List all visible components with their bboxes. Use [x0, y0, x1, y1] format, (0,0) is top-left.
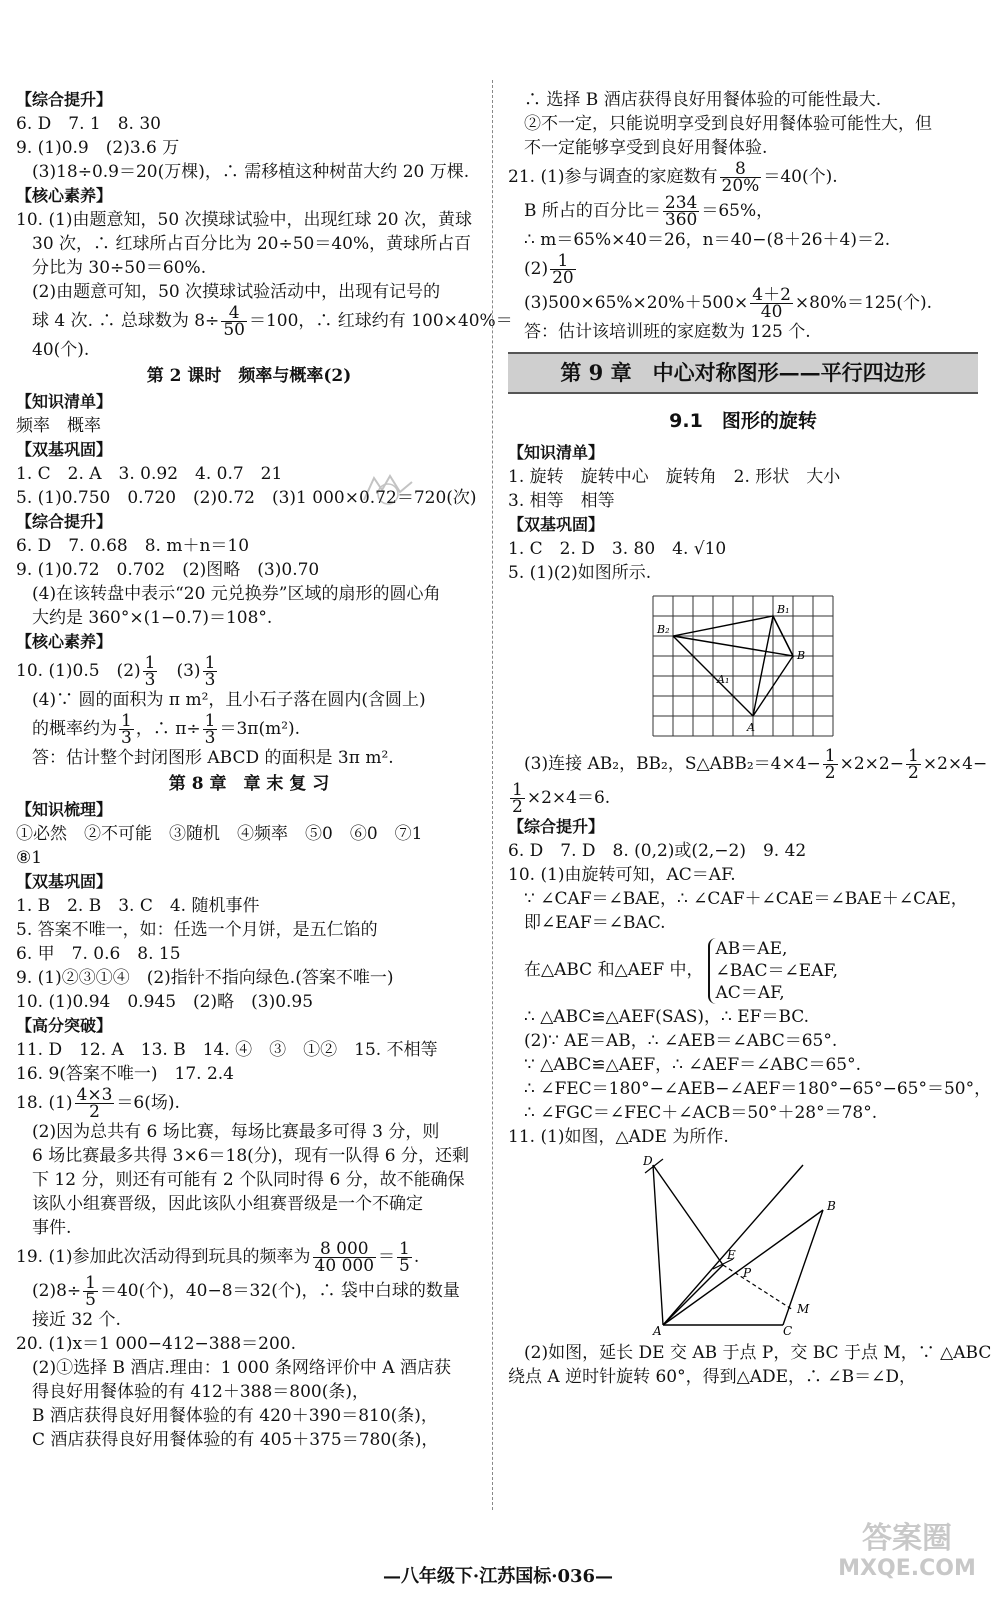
numerator: 1: [399, 1239, 410, 1259]
column-divider: [492, 80, 493, 1510]
answer-line: ∴ ∠FEC＝180°−∠AEB−∠AEF＝180°−65°−65°＝50°，: [524, 1079, 992, 1099]
numerator: 8: [720, 161, 762, 178]
answer-line: [16, 303, 513, 340]
text: .: [413, 1247, 420, 1267]
denominator: 5: [85, 1290, 96, 1310]
denominator: 20: [552, 268, 574, 288]
answer-line: ∴ 选择 B 酒店获得良好用餐体验的可能性最大.: [524, 90, 882, 110]
label-p: P: [743, 1266, 752, 1280]
answer-line: 16. 9(答案不唯一) 17. 2.4: [16, 1064, 234, 1084]
answer-line: [508, 194, 978, 228]
answer-line: ∴ △ABC≌△AEF(SAS)，∴ EF＝BC.: [524, 1007, 810, 1027]
numerator: 4×3: [76, 1085, 113, 1105]
answer-line: 5. (1)(2)如图所示.: [508, 563, 652, 583]
fraction: [203, 713, 218, 746]
fraction: [221, 305, 247, 338]
answer-line: 即∠EAF＝∠BAC.: [524, 913, 666, 933]
label-b1: B₁: [777, 603, 790, 616]
fraction: [143, 655, 158, 688]
answer-line: 6 场比赛最多共得 3×6＝18(分)，现有一队得 6 分，还剩: [32, 1146, 470, 1166]
numerator: 4＋2: [752, 285, 791, 305]
text: (3)500×65%×20%＋500×: [524, 293, 749, 313]
denominator: 3: [204, 728, 216, 748]
text: (3): [159, 661, 201, 681]
fraction: [550, 253, 576, 286]
watermark-logo: [832, 1521, 982, 1590]
section-title: 9.1 图形的旋转: [669, 410, 817, 432]
section-header: 【知识清单】: [508, 443, 605, 462]
text: (3)连接 AB₂，BB₂，S△ABB₂＝4×4−: [524, 754, 821, 774]
fraction: [906, 748, 921, 781]
label-e: E: [727, 1248, 736, 1262]
numerator: 1: [121, 711, 132, 731]
answer-line: (2)如图，延长 DE 交 AB 于点 P，交 BC 于点 M，∵ △ABC: [524, 1343, 992, 1363]
answer-line: 10. (1)由旋转可知，AC＝AF.: [508, 865, 736, 885]
fraction: [203, 655, 218, 688]
answer-line: (2)因为总共有 6 场比赛，每场比赛最多可得 3 分，则: [32, 1122, 440, 1142]
answer-line: 9. (1)0.72 0.702 (2)图略 (3)0.70: [16, 560, 320, 580]
label-c: C: [783, 1324, 793, 1335]
fraction: [119, 713, 134, 746]
grid-lines: [653, 596, 833, 736]
answer-line: 5. (1)0.750 0.720 (2)0.72 (3)1 000×0.72＝720(次): [16, 488, 477, 508]
fraction: [83, 1275, 98, 1308]
answer-line: 分比为 30÷50＝60%.: [32, 258, 207, 278]
answer-line: 事件.: [32, 1218, 72, 1238]
text: 的概率约为: [32, 719, 117, 739]
numerator: 1: [85, 1273, 96, 1293]
section-header: 【综合提升】: [508, 817, 605, 836]
answer-line: (2)∵ AE＝AB，∴ ∠AEB＝∠ABC＝65°.: [524, 1031, 838, 1051]
label-a1: A₁: [717, 673, 730, 686]
answer-line: [508, 746, 988, 783]
answer-line: [16, 1240, 482, 1274]
label-a: A: [653, 1324, 662, 1335]
chapter-banner: 第 9 章 中心对称图形——平行四边形: [508, 352, 978, 394]
answer-line: 大约是 360°×(1−0.7)＝108°.: [32, 608, 273, 628]
watermark-url: MXQE.COM: [838, 1556, 976, 1581]
text: 球 4 次. ∴ 总球数为 8÷: [32, 311, 220, 331]
text: ＝65%，: [701, 201, 774, 221]
watermark-text: 答案圈: [862, 1521, 952, 1556]
stamp-mark: [360, 470, 416, 510]
label-b: B: [827, 1199, 836, 1213]
denominator: 3: [144, 670, 156, 690]
answer-line: ∵ ∠CAF＝∠BAE，∴ ∠CAF＋∠CAE＝∠BAE＋∠CAE，: [524, 889, 968, 909]
answer-line: ∵ △ABC≌△AEF，∴ ∠AEF＝∠ABC＝65°.: [524, 1055, 862, 1075]
label-m: M: [797, 1302, 810, 1316]
fraction: [663, 195, 699, 228]
answer-line: B 酒店获得良好用餐体验的有 420＋390＝810(条)，: [32, 1406, 438, 1426]
answer-line: (2)由题意可知，50 次摸球试验活动中，出现有记号的: [32, 282, 441, 302]
answer-line: ②不一定，只能说明享受到良好用餐体验可能性大，但: [524, 114, 932, 134]
answer-line: [16, 1274, 482, 1308]
fraction: [313, 1241, 376, 1274]
fraction: [720, 161, 762, 194]
answer-line: [508, 252, 978, 286]
answer-line: 下 12 分，则还有可能有 2 个队同时得 6 分，故不能确保: [32, 1170, 465, 1190]
answer-line: (4)∵ 圆的面积为 π m²，且小石子落在圆内(含圆上): [32, 690, 426, 710]
text: 21. (1)参与调查的家庭数有: [508, 167, 718, 187]
text: ×2×4−: [922, 754, 988, 774]
answer-line: 6. D 7. 0.68 8. m＋n＝10: [16, 536, 250, 556]
triangle-rotation-figure: [643, 1155, 843, 1335]
answer-line: 11. (1)如图，△ADE 为所作.: [508, 1127, 729, 1147]
denominator: 40: [760, 302, 783, 322]
answer-line: 30 次，∴ 红球所占百分比为 20÷50＝40%，黄球所占百: [32, 234, 472, 254]
text: 10. (1)0.5 (2): [16, 661, 141, 681]
lesson-title: 第 2 课时 频率与概率(2): [146, 366, 352, 386]
numerator: 1: [908, 746, 919, 766]
text: 在△ABC 和△AEF 中，: [524, 960, 704, 980]
denominator: 2: [512, 797, 523, 817]
answer-line: [508, 935, 978, 1005]
denominator: 40 000: [314, 1256, 375, 1276]
numerator: 1: [144, 653, 156, 673]
answer-line: (2)①选择 B 酒店.理由：1 000 条网络评价中 A 酒店获: [32, 1358, 451, 1378]
denominator: 20%: [721, 176, 760, 196]
text: ＝100，∴ 红球约有 100×40%＝: [248, 311, 513, 331]
brace-system: [708, 938, 839, 1004]
answer-line: 该队小组赛晋级，因此该队小组赛晋级是一个不确定: [32, 1194, 423, 1214]
answer-line: [508, 160, 978, 194]
denominator: 50: [223, 320, 245, 340]
denominator: 3: [204, 670, 216, 690]
fraction: [397, 1241, 412, 1274]
brace-line: AC＝AF,: [715, 982, 785, 1003]
denominator: 3: [121, 728, 132, 748]
answer-line: [508, 781, 978, 815]
answer-line: 不一定能够享受到良好用餐体验.: [524, 138, 768, 158]
text: ＝40(个).: [763, 167, 838, 187]
numerator: 1: [204, 653, 216, 673]
denominator: 2: [908, 763, 919, 783]
label-d: D: [643, 1155, 653, 1168]
text: (2)8÷: [32, 1281, 82, 1301]
numerator: 234: [664, 193, 698, 213]
figure-lines: [653, 1165, 823, 1325]
right-column: [508, 88, 992, 1389]
answer-line: ⑧1: [16, 848, 43, 868]
label-b: B: [797, 649, 806, 662]
denominator: 2: [824, 763, 836, 783]
answer-line: 1. B 2. B 3. C 4. 随机事件: [16, 896, 260, 916]
label-a: A: [747, 721, 755, 734]
brace-line: AB＝AE,: [715, 938, 788, 959]
text: 18. (1): [16, 1093, 73, 1113]
denominator: 360: [664, 210, 698, 230]
answer-line: 1. C 2. A 3. 0.92 4. 0.7 21: [16, 464, 283, 484]
answer-line: 6. D 7. 1 8. 30: [16, 114, 161, 134]
answer-line: 1. C 2. D 3. 80 4. √10: [508, 539, 727, 559]
denominator: 5: [399, 1256, 410, 1276]
answer-line: 10. (1)0.94 0.945 (2)略 (3)0.95: [16, 992, 314, 1012]
answer-line: 6. 甲 7. 0.6 8. 15: [16, 944, 181, 964]
dashed-extension: [723, 1265, 793, 1310]
answer-line: 3. 相等 相等: [508, 491, 615, 511]
rotation-grid-figure: [643, 591, 843, 741]
section-header: 【高分突破】: [16, 1016, 113, 1035]
section-header: 【核心素养】: [16, 186, 113, 205]
section-header: 【双基巩固】: [16, 872, 113, 891]
answer-line: 5. 答案不唯一，如：任选一个月饼，是五仁馅的: [16, 920, 378, 940]
text: (2): [524, 259, 549, 279]
fraction: [750, 287, 793, 320]
page-footer: —八年级下·江苏国标·036—: [382, 1566, 614, 1587]
text: ×80%＝125(个).: [794, 293, 933, 313]
text: ＝40(个)，40−8＝32(个)，∴ 袋中白球的数量: [99, 1281, 460, 1301]
answer-line: 接近 32 个.: [32, 1310, 121, 1330]
section-header: 【核心素养】: [16, 632, 113, 651]
answer-line: 答：估计整个封闭图形 ABCD 的面积是 3π m².: [32, 748, 394, 768]
answer-line: 40(个).: [32, 340, 90, 360]
numerator: 1: [824, 746, 836, 766]
numerator: 1: [204, 711, 216, 731]
section-header: 【双基巩固】: [508, 515, 605, 534]
answer-line: (3)18÷0.9＝20(万棵)，∴ 需移植这种树苗大约 20 万棵.: [32, 162, 470, 182]
answer-line: [16, 654, 482, 688]
section-header: 【知识清单】: [16, 392, 113, 411]
fraction: [823, 748, 838, 781]
label-b2: B₂: [657, 623, 670, 636]
answer-line: [508, 286, 978, 320]
answer-line: 1. 旋转 旋转中心 旋转角 2. 形状 大小: [508, 467, 841, 487]
numerator: 1: [550, 253, 576, 270]
answer-line: 9. (1)②③①④ (2)指针不指向绿色.(答案不唯一): [16, 968, 394, 988]
text: ＝6(场).: [116, 1093, 180, 1113]
text: ×2×4＝6.: [526, 788, 611, 808]
answer-line: (4)在该转盘中表示“20 元兑换券”区域的扇形的圆心角: [32, 584, 441, 604]
answer-line: 频率 概率: [16, 416, 101, 436]
section-header: 【综合提升】: [16, 512, 113, 531]
text: ，∴ π÷: [135, 719, 201, 739]
answer-line: 11. D 12. A 13. B 14. ④ ③ ①② 15. 不相等: [16, 1040, 438, 1060]
numerator: 1: [512, 780, 523, 800]
numerator: 4: [221, 305, 247, 322]
text: ＝3π(m²).: [219, 719, 301, 739]
answer-line: 得良好用餐体验的有 412＋388＝800(条)，: [32, 1382, 370, 1402]
chapter-title: 第 8 章 章 末 复 习: [168, 774, 330, 794]
numerator: 8 000: [313, 1241, 376, 1258]
section-header: 【综合提升】: [16, 90, 113, 109]
brace-line: ∠BAC＝∠EAF,: [715, 960, 839, 981]
text: ×2×2−: [839, 754, 904, 774]
answer-line: [16, 1086, 482, 1120]
text: 19. (1)参加此次活动得到玩具的频率为: [16, 1247, 311, 1267]
section-header: 【知识梳理】: [16, 800, 113, 819]
section-header: 【双基巩固】: [16, 440, 113, 459]
fraction: [75, 1087, 115, 1120]
answer-line: C 酒店获得良好用餐体验的有 405＋375＝780(条)，: [32, 1430, 439, 1450]
answer-line: 答：估计该培训班的家庭数为 125 个.: [524, 322, 811, 342]
answer-line: 6. D 7. D 8. (0,2)或(2,−2) 9. 42: [508, 841, 807, 861]
text: B 所占的百分比＝: [524, 201, 661, 221]
denominator: 2: [89, 1102, 100, 1122]
answer-line: ①必然 ②不可能 ③随机 ④频率 ⑤0 ⑥0 ⑦1: [16, 824, 423, 844]
answer-line: ∴ m＝65%×40＝26，n＝40−(8＋26＋4)＝2.: [524, 230, 891, 250]
answer-line: 绕点 A 逆时针旋转 60°，得到△ADE，∴ ∠B＝∠D，: [508, 1367, 917, 1387]
fraction: [510, 782, 525, 815]
answer-line: 9. (1)0.9 (2)3.6 万: [16, 138, 180, 158]
answer-line: 10. (1)由题意知，50 次摸球试验中，出现红球 20 次，黄球: [16, 210, 472, 230]
text: ＝: [378, 1247, 396, 1267]
answer-line: [16, 712, 482, 746]
answer-line: ∴ ∠FGC＝∠FEC＋∠ACB＝50°＋28°＝78°.: [524, 1103, 878, 1123]
answer-line: 20. (1)x＝1 000−412−388＝200.: [16, 1334, 297, 1354]
left-column: [16, 88, 513, 1452]
